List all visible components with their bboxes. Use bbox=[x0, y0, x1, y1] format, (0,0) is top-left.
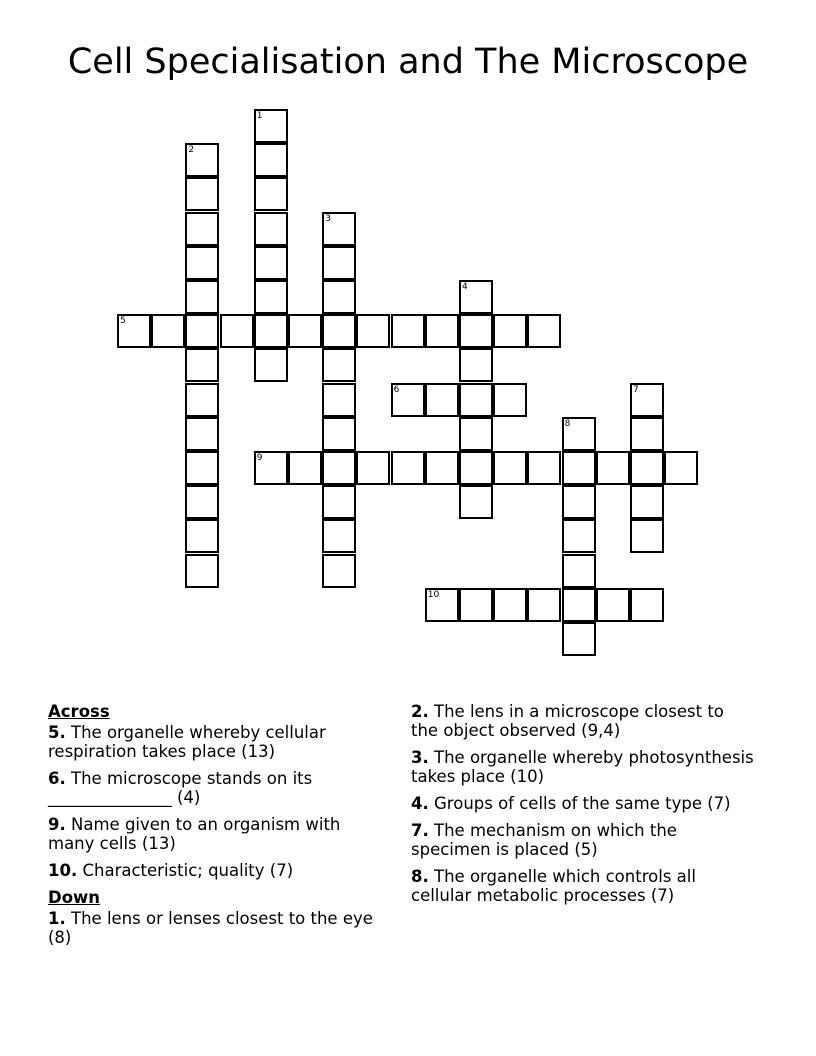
grid-cell[interactable] bbox=[254, 280, 288, 314]
grid-cell[interactable] bbox=[630, 588, 664, 622]
grid-cell[interactable] bbox=[220, 314, 254, 348]
grid-cell[interactable] bbox=[459, 314, 493, 348]
clue-number-label: 4 bbox=[462, 282, 468, 292]
grid-cell[interactable] bbox=[185, 451, 219, 485]
down-heading: Down bbox=[48, 888, 101, 907]
grid-cell[interactable] bbox=[459, 451, 493, 485]
grid-cell[interactable] bbox=[322, 485, 356, 519]
grid-cell[interactable] bbox=[562, 451, 596, 485]
grid-cell[interactable] bbox=[322, 519, 356, 553]
page-title: Cell Specialisation and The Microscope bbox=[67, 42, 749, 82]
grid-cell[interactable] bbox=[185, 246, 219, 280]
clue-number-label: 10 bbox=[427, 589, 440, 600]
grid-cell[interactable] bbox=[459, 588, 493, 622]
clue-across-9: 9. Name given to an organism with many cells (13) bbox=[48, 815, 341, 853]
grid-cell[interactable] bbox=[459, 485, 493, 519]
grid-cell[interactable] bbox=[185, 177, 219, 211]
grid-cell[interactable] bbox=[322, 554, 356, 588]
grid-cell[interactable] bbox=[391, 314, 425, 348]
grid-cell[interactable] bbox=[630, 451, 664, 485]
grid-cell[interactable] bbox=[527, 314, 561, 348]
grid-cell[interactable] bbox=[185, 314, 219, 348]
grid-cell[interactable] bbox=[425, 383, 459, 417]
grid-cell[interactable] bbox=[185, 417, 219, 451]
grid-cell[interactable] bbox=[185, 280, 219, 314]
grid-cell[interactable] bbox=[425, 588, 459, 622]
clue-down-4: 4. Groups of cells of the same type (7) bbox=[411, 794, 731, 813]
grid-cell[interactable] bbox=[425, 451, 459, 485]
clues-column-left bbox=[48, 702, 388, 955]
grid-cell[interactable] bbox=[356, 451, 390, 485]
grid-cell[interactable] bbox=[493, 451, 527, 485]
grid-cell[interactable] bbox=[322, 348, 356, 382]
across-heading: Across bbox=[48, 702, 110, 721]
grid-cell[interactable] bbox=[322, 212, 356, 246]
clue-across-10: 10. Characteristic; quality (7) bbox=[48, 861, 294, 880]
grid-cell[interactable] bbox=[322, 314, 356, 348]
clue-number-label: 9 bbox=[256, 453, 263, 463]
clue-number-label: 3 bbox=[325, 213, 331, 224]
clue-down-1: 1. The lens or lenses closest to the eye (8) bbox=[48, 909, 373, 947]
grid-cell[interactable] bbox=[254, 314, 288, 348]
grid-cell[interactable] bbox=[391, 383, 425, 417]
grid-cell[interactable] bbox=[185, 519, 219, 553]
grid-cell[interactable] bbox=[185, 383, 219, 417]
grid-cell[interactable] bbox=[151, 314, 185, 348]
clue-down-8: 8. The organelle which controls all cellular metabolic processes (7) bbox=[411, 867, 696, 905]
grid-cell[interactable] bbox=[630, 417, 664, 451]
grid-cell[interactable] bbox=[185, 485, 219, 519]
grid-cell[interactable] bbox=[630, 383, 664, 417]
grid-cell[interactable] bbox=[322, 246, 356, 280]
grid-cell[interactable] bbox=[322, 451, 356, 485]
clue-down-2: 2. The lens in a microscope closest to the object observed (9,4) bbox=[411, 702, 724, 740]
grid-cell[interactable] bbox=[254, 451, 288, 485]
grid-cell[interactable] bbox=[425, 314, 459, 348]
grid-cell[interactable] bbox=[459, 417, 493, 451]
clue-down-3: 3. The organelle whereby photosynthesis takes place (10) bbox=[411, 748, 754, 786]
grid-cell[interactable] bbox=[562, 485, 596, 519]
grid-cell[interactable] bbox=[493, 314, 527, 348]
grid-cell[interactable] bbox=[562, 588, 596, 622]
grid-cell[interactable] bbox=[288, 451, 322, 485]
grid-cell[interactable] bbox=[322, 417, 356, 451]
grid-cell[interactable] bbox=[356, 314, 390, 348]
grid-cell[interactable] bbox=[185, 348, 219, 382]
grid-cell[interactable] bbox=[322, 383, 356, 417]
grid-cell[interactable] bbox=[493, 588, 527, 622]
grid-cell[interactable] bbox=[562, 554, 596, 588]
grid-cell[interactable] bbox=[288, 314, 322, 348]
grid-cell[interactable] bbox=[459, 280, 493, 314]
grid-cell[interactable] bbox=[185, 554, 219, 588]
grid-cell[interactable] bbox=[117, 314, 151, 348]
grid-cell[interactable] bbox=[254, 246, 288, 280]
clue-number-label: 1 bbox=[256, 111, 263, 121]
grid-cell[interactable] bbox=[185, 143, 219, 177]
grid-cell[interactable] bbox=[527, 588, 561, 622]
grid-cell[interactable] bbox=[185, 212, 219, 246]
grid-cell[interactable] bbox=[562, 417, 596, 451]
grid-cell[interactable] bbox=[630, 519, 664, 553]
grid-cell[interactable] bbox=[254, 143, 288, 177]
grid-cell[interactable] bbox=[459, 348, 493, 382]
grid-cell[interactable] bbox=[254, 212, 288, 246]
clues-column-right bbox=[411, 702, 756, 913]
grid-cell[interactable] bbox=[664, 451, 698, 485]
clue-number-label: 8 bbox=[564, 418, 571, 429]
clue-across-5: 5. The organelle whereby cellular respiration takes place (13) bbox=[48, 723, 326, 761]
grid-cell[interactable] bbox=[596, 588, 630, 622]
grid-cell[interactable] bbox=[322, 280, 356, 314]
grid-cell[interactable] bbox=[254, 109, 288, 143]
grid-cell[interactable] bbox=[562, 622, 596, 656]
grid-cell[interactable] bbox=[391, 451, 425, 485]
grid-cell[interactable] bbox=[254, 348, 288, 382]
grid-cell[interactable] bbox=[630, 485, 664, 519]
clue-across-6: 6. The microscope stands on its _______________ (4) bbox=[48, 769, 313, 807]
grid-cell[interactable] bbox=[527, 451, 561, 485]
clue-number-label: 6 bbox=[393, 384, 400, 395]
grid-cell[interactable] bbox=[254, 177, 288, 211]
grid-cell[interactable] bbox=[459, 383, 493, 417]
clue-number-label: 7 bbox=[633, 384, 639, 395]
clue-down-7: 7. The mechanism on which the specimen is placed (5) bbox=[411, 821, 677, 859]
clue-number-label: 5 bbox=[120, 316, 126, 327]
clue-number-label: 2 bbox=[188, 145, 195, 156]
grid-cell[interactable] bbox=[596, 451, 630, 485]
grid-cell[interactable] bbox=[493, 383, 527, 417]
grid-cell[interactable] bbox=[562, 519, 596, 553]
